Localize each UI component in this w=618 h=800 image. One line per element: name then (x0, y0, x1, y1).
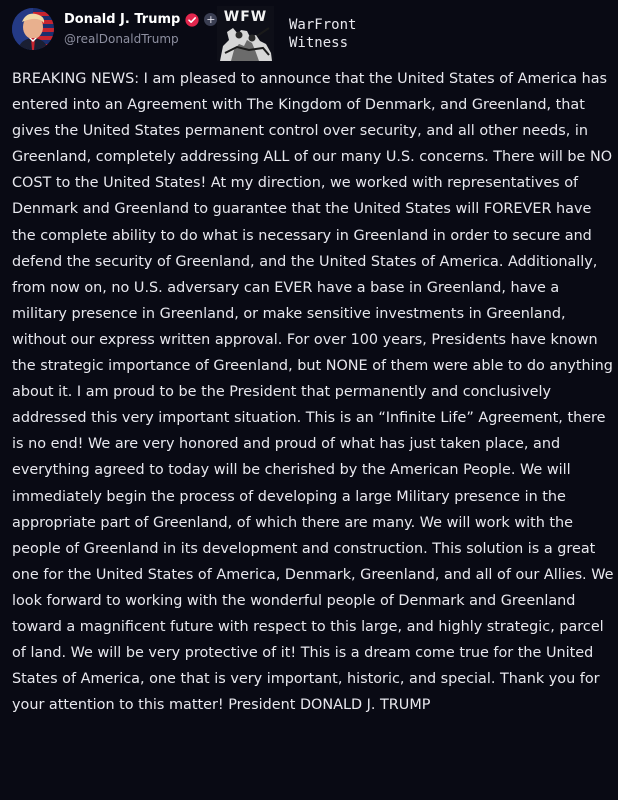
author-handle[interactable]: @realDonaldTrump (64, 32, 179, 46)
watermark-line2: Witness (289, 35, 349, 51)
post-body-text: BREAKING NEWS: I am pleased to announce that the United States of America has entered into an Agreement with The Kingdom of Denmark, and Greenland, that gives the United States permanent control over security, and all other needs, in Greenland, completely addressing ALL of our many U.S. concerns. There will be NO COST to the United States! At my direction, we worked with representatives of Denmark and Greenland to guarantee that the United States will FOREVER have the complete ability to do what is necessary in Greenland in order to secure and defend the security of Greenland, and the United States of America. Additionally, from now on, no U.S. adversary can EVER have a base in Greenland, have a military presence in Greenland, or make sensitive investments in Greenland, without our express written approval. For over 100 years, Presidents have known the strategic importance of Greenland, but NONE of them were able to do anything about it. I am proud to be the President that permanently and conclusively addressed this very important situation. This is an “Infinite Life” Agreement, there is no end! We are very honored and proud of what has just taken place, and everything agreed to today will be cherished by the American People. We will immediately begin the process of developing a large Military presence in the appropriate part of Greenland, of which there are many. We will work with the people of Greenland in its development and construction. This solution is a great one for the United States of America, Denmark, Greenland, and all of our Allies. We look forward to working with the wonderful people of Denmark and Greenland toward a magnificent future with respect to this large, and highly strategic, parcel of land. We will be very protective of it! This is a dream come true for the United States of America, one that is very important, historic, and special. Thank you for your attention to this matter! President DONALD J. TRUMP (12, 71, 614, 714)
watermark-line1: WarFront (289, 17, 357, 33)
watermark (217, 6, 387, 64)
author-display-name[interactable]: Donald J. Trump (64, 11, 181, 27)
verified-badge-icon (185, 12, 199, 26)
svg-text:WFW: WFW (223, 9, 268, 25)
soldier-logo-icon (217, 6, 274, 61)
plus-icon[interactable]: + (206, 12, 216, 26)
avatar-image (12, 8, 54, 50)
avatar[interactable] (12, 8, 54, 50)
watermark-logo (217, 6, 274, 61)
watermark-text (289, 16, 356, 52)
author-name-row (64, 10, 217, 28)
